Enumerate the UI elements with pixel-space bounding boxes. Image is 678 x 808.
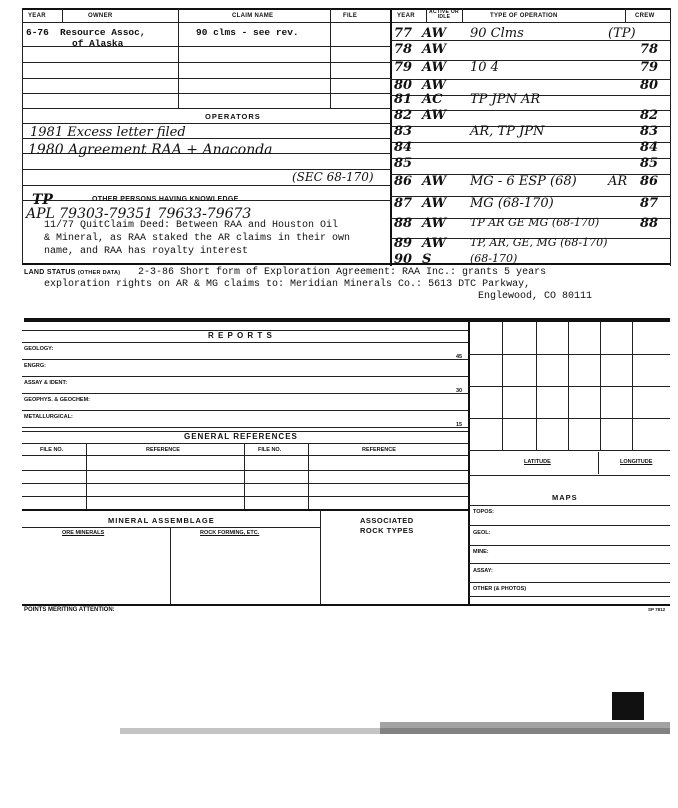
refs-divider	[244, 443, 245, 509]
log-year: 83	[394, 124, 413, 139]
associated-divider	[320, 509, 321, 604]
knowledge-numbers: APL 79303-79351 79633-79673	[26, 206, 252, 222]
header-type-of-operation: TYPE OF OPERATION	[490, 13, 558, 19]
log-status: AW	[422, 174, 447, 189]
maps-rule	[468, 563, 670, 564]
log-year: 77	[394, 26, 413, 41]
log-year: 89	[394, 236, 413, 251]
grid-line	[468, 354, 670, 355]
reports-right-divider	[468, 322, 470, 604]
heavy-separator	[24, 318, 670, 322]
header-year-2: YEAR	[397, 13, 415, 19]
log-year: 81	[394, 92, 413, 107]
ref-col-file-no-2: FILE NO.	[258, 447, 282, 453]
header-active-idle: ACTIVE OR IDLE	[429, 9, 459, 20]
refs-divider	[308, 443, 309, 509]
land-status-label	[24, 269, 120, 276]
bottom-rule	[22, 604, 670, 606]
refs-rule	[22, 470, 468, 471]
log-crew: 82	[640, 108, 659, 123]
log-crew: 86	[640, 174, 659, 189]
log-year: 86	[394, 174, 413, 189]
reports-heading: R E P O R T S	[208, 331, 273, 340]
longitude-label: LONGITUDE	[620, 459, 653, 465]
maps-rule	[468, 582, 670, 583]
status-divider	[462, 8, 463, 22]
mine-label: MINE:	[473, 549, 489, 555]
knowledge-tag: TP	[32, 192, 53, 208]
general-references-heading: GENERAL REFERENCES	[184, 432, 298, 441]
log-crew: 79	[640, 60, 659, 75]
log-status: AW	[422, 78, 447, 93]
claim-name-value: 90 clms - see rev.	[196, 27, 299, 38]
log-op-tag: AR	[608, 174, 628, 189]
log-crew: 84	[640, 140, 659, 155]
grid-line	[468, 450, 670, 451]
log-rule	[390, 158, 670, 159]
log-operation: TP JPN AR	[470, 92, 541, 107]
maps-rule	[468, 505, 670, 506]
operators-heading: OPERATORS	[205, 112, 261, 121]
maps-rule	[468, 475, 670, 476]
knowledge-line-3: name, and RAA has royalty interest	[44, 246, 249, 257]
operator-range-note: (SEC 68-170)	[292, 170, 374, 184]
knowledge-heading: OTHER PERSONS HAVING KNOWLEDGE	[92, 196, 239, 203]
log-status: AC	[422, 92, 443, 107]
top-rule	[22, 8, 670, 10]
owner-name-line2: of Alaska	[72, 38, 124, 49]
ref-col-reference: REFERENCE	[146, 447, 180, 453]
right-border	[670, 8, 671, 266]
form-number: SP 7812	[648, 607, 666, 612]
report-row-rule	[22, 427, 468, 428]
log-operation: MG - 6 ESP (68)	[470, 174, 577, 189]
log-status: AW	[422, 60, 447, 75]
row-rule	[22, 108, 390, 109]
header-owner: OWNER	[88, 13, 113, 19]
log-operation: AR, TP JPN	[470, 124, 545, 139]
section-rule	[22, 263, 670, 265]
report-row-rule	[22, 376, 468, 377]
log-status: AW	[422, 108, 447, 123]
report-row-number: 15	[456, 422, 463, 428]
refs-rule	[22, 496, 468, 497]
row-rule	[22, 123, 390, 124]
refs-rule	[22, 443, 468, 444]
mineral-rule	[22, 527, 320, 528]
grid-line	[468, 418, 670, 419]
scan-noise-band-2	[380, 722, 670, 734]
ref-col-file-no: FILE NO.	[40, 447, 64, 453]
log-status: AW	[422, 42, 447, 57]
header-rule	[22, 22, 670, 23]
land-status-sublabel: (OTHER DATA)	[77, 270, 121, 276]
assay-label: ASSAY:	[473, 568, 493, 574]
grid-line	[468, 386, 670, 387]
crew-divider	[625, 8, 626, 22]
ore-minerals-label: ORE MINERALS	[62, 530, 105, 536]
report-row-label: GEOPHYS. & GEOCHEM:	[24, 397, 91, 403]
reports-rule	[22, 342, 468, 343]
log-year: 80	[394, 78, 413, 93]
owner-date: 6-76	[26, 27, 49, 38]
log-year: 90	[394, 252, 413, 267]
log-operation: TP AR GE MG (68-170)	[470, 216, 600, 229]
rock-forming-label: ROCK FORMING, ETC.	[200, 530, 260, 536]
header-file: FILE	[343, 13, 358, 19]
owner-name-line1: Resource Assoc,	[60, 27, 146, 38]
ref-col-reference-2: REFERENCE	[362, 447, 396, 453]
log-year: 85	[394, 156, 413, 171]
land-status-line-3: Englewood, CO 80111	[478, 291, 593, 302]
land-status-label-text: LAND STATUS	[24, 269, 76, 276]
operator-entry-2: 1980 Agreement RAA + Anaconda	[28, 142, 273, 158]
log-year: 79	[394, 60, 413, 75]
log-status: AW	[422, 236, 447, 251]
operator-entry-1: 1981 Excess letter filed	[30, 125, 186, 140]
geol-label: GEOL:	[473, 530, 491, 536]
knowledge-line-1: 11/77 QuitClaim Deed: Between RAA and Houston Oil	[44, 220, 339, 231]
log-crew: 85	[640, 156, 659, 171]
report-row-label: ENGRG:	[24, 363, 46, 369]
other-photos-label: OTHER (& PHOTOS)	[473, 586, 527, 592]
maps-rule	[468, 545, 670, 546]
refs-rule	[22, 483, 468, 484]
scan-artifact-block	[612, 692, 644, 720]
log-crew: 78	[640, 42, 659, 57]
log-rule	[390, 142, 670, 143]
log-status: S	[422, 252, 432, 267]
report-row-label: METALLURGICAL:	[24, 414, 73, 420]
report-row-label: ASSAY & IDENT:	[24, 380, 68, 386]
header-year: YEAR	[28, 13, 46, 19]
log-status: AW	[422, 216, 447, 231]
log-crew: 88	[640, 216, 659, 231]
associated-line-2: ROCK TYPES	[360, 526, 414, 535]
report-row-number: 30	[456, 388, 463, 394]
log-crew: 87	[640, 196, 659, 211]
refs-rule	[22, 455, 468, 456]
topos-label: TOPOS:	[473, 509, 494, 515]
knowledge-line-2: & Mineral, as RAA staked the AR claims in their own	[44, 233, 351, 244]
mineral-assemblage-heading: MINERAL ASSEMBLAGE	[108, 516, 215, 525]
latitude-label: LATITUDE	[524, 459, 551, 465]
points-meriting-attention: POINTS MERITING ATTENTION:	[24, 607, 115, 613]
report-row-rule	[22, 359, 468, 360]
log-crew: 80	[640, 78, 659, 93]
refs-bottom-rule	[22, 509, 468, 511]
land-status-line-2: exploration rights on AR & MG claims to: Meridian Minerals Co.: 5613 DTC Parkway,	[44, 279, 531, 290]
log-operation: 10 4	[470, 60, 499, 75]
year2-divider	[426, 8, 427, 22]
log-status: AW	[422, 196, 447, 211]
header-crew: CREW	[635, 13, 655, 19]
report-row-number: 45	[456, 354, 463, 360]
center-divider	[390, 8, 392, 266]
log-year: 88	[394, 216, 413, 231]
log-operation: 90 Clms	[470, 26, 524, 41]
row-rule	[22, 78, 390, 79]
maps-rule	[468, 596, 670, 597]
log-operation: TP, AR, GE, MG (68-170)	[470, 236, 608, 249]
associated-line-1: ASSOCIATED	[360, 516, 414, 525]
report-row-rule	[22, 410, 468, 411]
report-row-rule	[22, 393, 468, 394]
row-rule	[22, 62, 390, 63]
year-divider	[62, 8, 63, 22]
maps-rule	[468, 525, 670, 526]
log-year: 82	[394, 108, 413, 123]
row-rule	[22, 93, 390, 94]
log-operation: MG (68-170)	[470, 196, 554, 211]
log-year: 87	[394, 196, 413, 211]
row-rule	[22, 185, 390, 186]
latlong-divider	[598, 452, 599, 474]
log-status: AW	[422, 26, 447, 41]
log-year: 84	[394, 140, 413, 155]
land-status-line-1: 2-3-86 Short form of Exploration Agreement: RAA Inc.: grants 5 years	[138, 267, 547, 278]
report-row-label: GEOLOGY:	[24, 346, 54, 352]
log-year: 78	[394, 42, 413, 57]
maps-heading: MAPS	[552, 493, 578, 502]
header-claim-name: CLAIM NAME	[232, 13, 274, 19]
log-op-tag: (TP)	[608, 26, 636, 41]
log-operation: (68-170)	[470, 252, 518, 265]
refs-divider	[86, 443, 87, 509]
mineral-divider	[170, 527, 171, 604]
log-crew: 83	[640, 124, 659, 139]
